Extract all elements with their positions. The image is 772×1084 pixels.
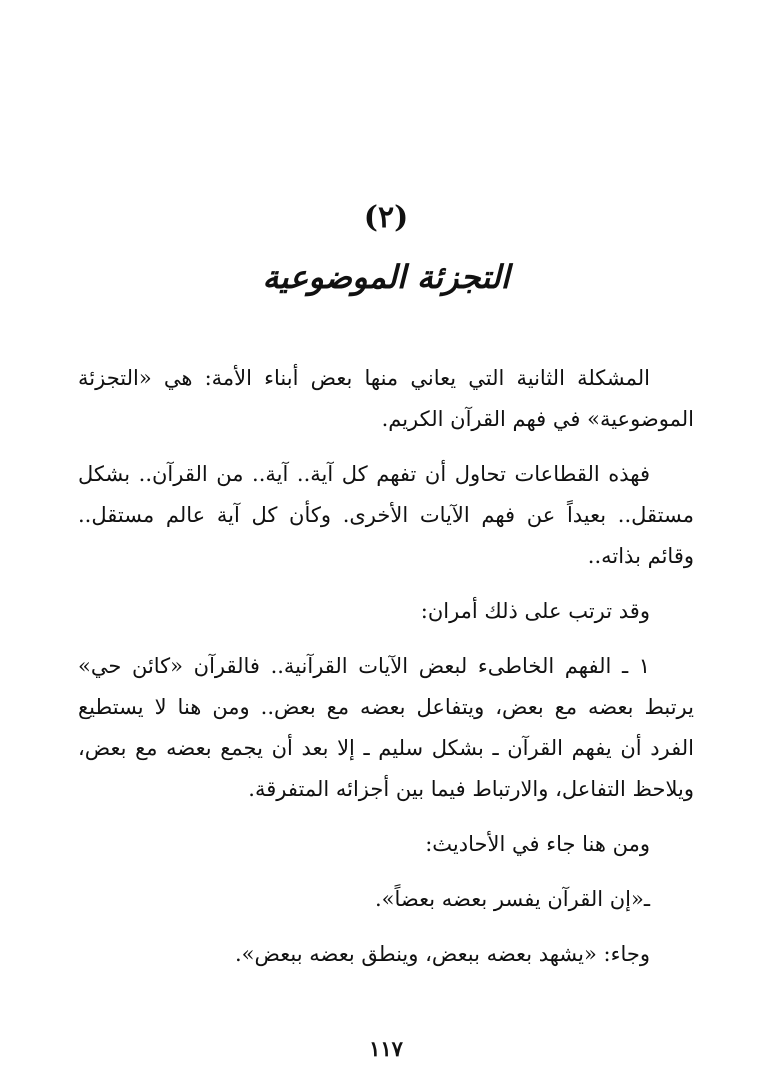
paragraph: ١ ـ الفهم الخاطىء لبعض الآيات القرآنية.. فالقرآن «كائن حي» يرتبط بعضه مع بعض، ويتفاعل بعضه مع بعض.. ومن هنا لا يستطيع الفرد أن يفهم القرآن ـ بشكل سليم ـ إلا بعد أن يجمع بعضه مع بعض، ويلاحظ التفاعل، والارتباط فيما بين أجزائه المتفرقة. [78,654,694,801]
paragraph: المشكلة الثانية التي يعاني منها بعض أبناء الأمة: هي «التجزئة الموضوعية» في فهم القرآن الكريم. [78,366,694,431]
page-number: ١١٧ [369,1036,403,1061]
paragraph: فهذه القطاعات تحاول أن تفهم كل آية.. آية.. من القرآن.. بشكل مستقل.. بعيداً عن فهم الآيات الأخرى. وكأن كل آية عالم مستقل.. وقائم بذاته.. [78,462,694,568]
quote-paragraph: وجاء: «يشهد بعضه ببعض، وينطق بعضه ببعض». [235,942,650,966]
paragraph: ومن هنا جاء في الأحاديث: [425,832,650,856]
chapter-number: (٢) [363,200,409,235]
quote-paragraph: ـ«إن القرآن يفسر بعضه بعضاً». [375,887,650,911]
paragraph: وقد ترتب على ذلك أمران: [420,599,650,623]
chapter-title: التجزئة الموضوعية [262,258,510,296]
body-text [78,358,694,989]
